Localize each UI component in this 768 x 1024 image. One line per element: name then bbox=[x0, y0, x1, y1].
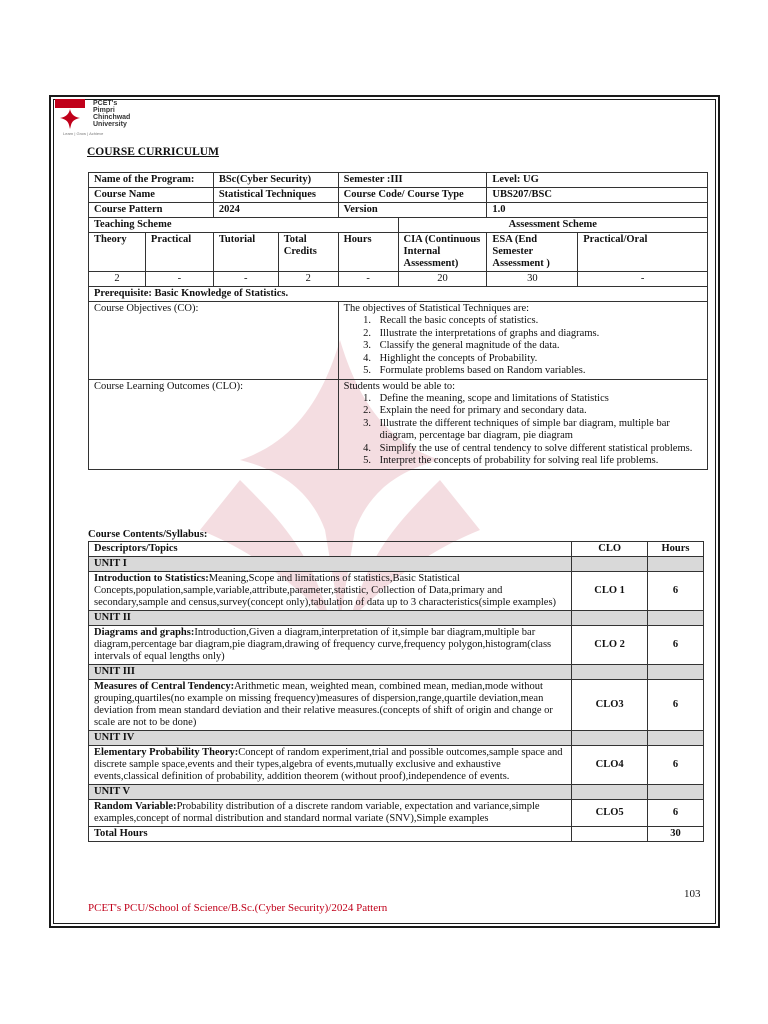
table-row: UNIT I bbox=[89, 557, 704, 572]
table-row: UNIT V bbox=[89, 785, 704, 800]
footer-text: PCET's PCU/School of Science/B.Sc.(Cyber Security)/2024 Pattern bbox=[88, 902, 388, 914]
outcomes-list: Students would be able to: 1. Define the meaning, scope and limitations of Statistics 2. Explain the need for primary and secondary data. 3. Illustrate the different techniques of simple bar diagram, multiple bar diagram, percentage bar diagram, pie diagram 4. Simplify the use of central tendency to solve different statistical problems. 5. Interpret the concepts of probability for solving real life problems. bbox=[338, 379, 707, 469]
list-item: 3. Illustrate the different techniques of simple bar diagram, multiple bar diagram, percentage bar diagram, pie diagram bbox=[374, 418, 702, 443]
list-item: 5. Interpret the concepts of probability for solving real life problems. bbox=[374, 455, 702, 468]
table-row: Random Variable:Probability distribution of a discrete random variable, expectation and variance,simple examples,concept of normal distribution and standard normal variate (SNV),Simple examples CLO5 6 bbox=[89, 800, 704, 827]
list-item: 1. Recall the basic concepts of statistics. bbox=[374, 315, 702, 328]
table-row: Diagrams and graphs:Introduction,Given a diagram,interpretation of it,simple bar diagram,multiple bar diagram,percentage bar diagram,pie diagram,drawing of frequency curve,frequency polygon,histogram(class intervals of equal lengths only) CLO 2 6 bbox=[89, 626, 704, 665]
prerequisite: Prerequisite: Basic Knowledge of Statistics. bbox=[89, 287, 708, 302]
university-logo: PCET's Pimpri Chinchwad University Learn | Grow | Achieve bbox=[55, 99, 155, 139]
table-row: Measures of Central Tendency:Arithmetic mean, weighted mean, combined mean, median,mode without grouping,quartiles(no example on missing frequency)measures of dispersion,range,quartile deviation,mean deviation from mean standard deviation and their relative measures.(concepts of shift of origin and change or scale are not to be done) CLO3 6 bbox=[89, 680, 704, 731]
objectives-list: The objectives of Statistical Techniques are: 1. Recall the basic concepts of statistics. 2. Illustrate the interpretations of graphs and diagrams. 3. Classify the general magnitude of the data. 4. Highlight the concepts of Probability. 5. Formulate problems based on Random variables. bbox=[338, 302, 707, 380]
list-item: 1. Define the meaning, scope and limitations of Statistics bbox=[374, 393, 702, 406]
table-row: Elementary Probability Theory:Concept of random experiment,trial and possible outcomes,sample space and discrete sample space,events and their types,algebra of events,mutually exclusive and exhaustive events,classical definition of probability, addition theorem (without proof),independence of events. CLO4 6 bbox=[89, 746, 704, 785]
list-item: 4. Highlight the concepts of Probability. bbox=[374, 353, 702, 366]
page-title: COURSE CURRICULUM bbox=[87, 146, 219, 158]
course-info-table: Name of the Program: BSc(Cyber Security) Semester :III Level: UG Course Name Statistical Techniques Course Code/ Course Type UBS207/BSC Course Pattern 2024 Version 1.0 Teaching Scheme Assessment Scheme Theory Practical Tutorial Total Credits Hours CIA (Continuous Internal Assessment) ESA (End Semester Assessment ) Practical/Oral 2 - - 2 - 20 30 - Prerequisite: Basic Knowledge of Statistics. Course Objectives (CO): The objectives of Statistical Techniques are: 1. Recall the basic concepts of statistics. 2. Illustrate the interpretations of graphs and diagrams. 3. Classify the general magnitude of the data. 4. Highlight the concepts of Probability. 5. Formulate problems based on Random variables. Course Learning Outcomes (CLO): Students would be able to: 1. Define the meaning, scope and limitations of Statistics 2. Explain the need for primary and secondary data. 3. Illustrate the different techniques of simple bar diagram, multiple bar diagram, percentage bar diagram, pie diagram 4. Simplify the use of central tendency to solve different statistical problems. 5. Interpret the concepts of probability for solving real life problems. bbox=[88, 172, 708, 470]
list-item: 5. Formulate problems based on Random variables. bbox=[374, 365, 702, 378]
total-row: Total Hours 30 bbox=[89, 827, 704, 842]
list-item: 2. Explain the need for primary and secondary data. bbox=[374, 405, 702, 418]
list-item: 4. Simplify the use of central tendency to solve different statistical problems. bbox=[374, 443, 702, 456]
outcomes-label: Course Learning Outcomes (CLO): bbox=[89, 379, 339, 469]
syllabus-label: Course Contents/Syllabus: bbox=[88, 529, 208, 540]
table-row: UNIT II bbox=[89, 611, 704, 626]
list-item: 3. Classify the general magnitude of the data. bbox=[374, 340, 702, 353]
syllabus-table: Descriptors/Topics CLO Hours UNIT I Introduction to Statistics:Meaning,Scope and limitations of statistics,Basic Statistical Concepts,population,sample,variable,attribute,parameter,statistic, Collection of Data,primary and secondary,sample and census,survey(concept only),tabulation of data up to 3 characteristics(simple examples) CLO 1 6 UNIT II Diagrams and graphs:Introduction,Given a diagram,interpretation of it,simple bar diagram,multiple bar diagram,percentage bar diagram,pie diagram,drawing of frequency curve,frequency polygon,histogram(class intervals of equal lengths only) CLO 2 6 UNIT III Measures of Central Tendency:Arithmetic mean, weighted mean, combined mean, median,mode without grouping,quartiles(no example on missing frequency)measures of dispersion,range,quartile deviation,mean deviation from mean standard deviation and their relative measures.(concepts of shift of origin and change or scale are not to be done) CLO3 6 UNIT IV Elementary Probability Theory:Concept of random experiment,trial and possible outcomes,sample space and discrete sample space,events and their types,algebra of events,mutually exclusive and exhaustive events,classical definition of probability, addition theorem (without proof),independence of events. CLO4 6 UNIT V Random Variable:Probability distribution of a discrete random variable, expectation and variance,simple examples,concept of normal distribution and standard normal variate (SNV),Simple examples CLO5 6 Total Hours 30 bbox=[88, 541, 704, 842]
table-row: UNIT IV bbox=[89, 731, 704, 746]
list-item: 2. Illustrate the interpretations of graphs and diagrams. bbox=[374, 328, 702, 341]
table-row: Introduction to Statistics:Meaning,Scope and limitations of statistics,Basic Statistical Concepts,population,sample,variable,attribute,parameter,statistic, Collection of Data,primary and secondary,sample and census,survey(concept only),tabulation of data up to 3 characteristics(simple examples) CLO 1 6 bbox=[89, 572, 704, 611]
table-row: UNIT III bbox=[89, 665, 704, 680]
objectives-label: Course Objectives (CO): bbox=[89, 302, 339, 380]
logo-emblem-icon bbox=[55, 99, 85, 129]
logo-tagline: Learn | Grow | Achieve bbox=[63, 131, 104, 136]
page-number: 103 bbox=[684, 888, 701, 900]
